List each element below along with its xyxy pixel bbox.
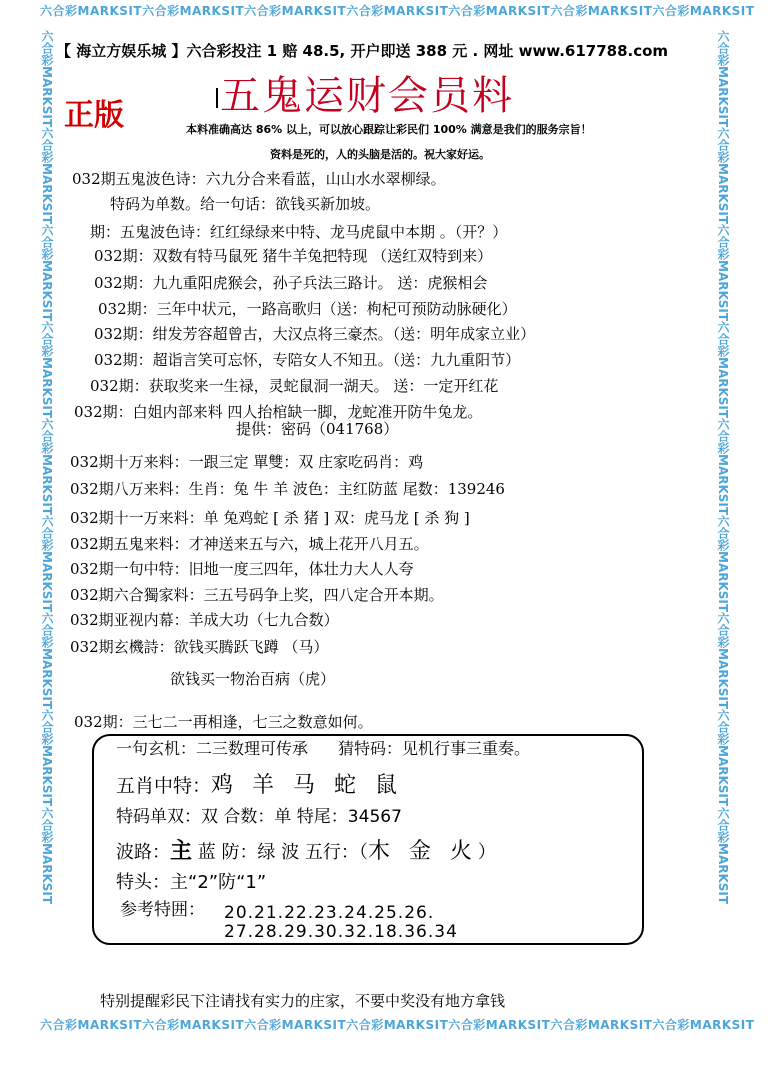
list-item: 032期十一万来料：单 兔鸡蛇 [ 杀 猪 ] 双：虎马龙 [ 杀 狗 ] [70, 509, 470, 527]
watermark-right: 六合彩MARKSIT六合彩MARKSIT六合彩MARKSIT六合彩MARKSIT六合彩MARKSIT六合彩MARKSIT六合彩MARKSIT六合彩MARKSIT六合彩MARKSIT [716, 30, 730, 904]
title-divider [216, 88, 218, 108]
wave-row [116, 834, 496, 865]
list-item: 032期玄機詩：欲钱买腾跃飞蹲 （马） [70, 638, 329, 656]
list-item: 032期六合獨家料：三五号码争上奖，四八定合开本期。 [70, 586, 444, 604]
subtitle-wish: 资料是死的，人的头脑是活的。祝大家好运。 [270, 148, 490, 161]
watermark-top: 六合彩MARKSIT六合彩MARKSIT六合彩MARKSIT六合彩MARKSIT六合彩MARKSIT六合彩MARKSIT六合彩MARKSIT [40, 4, 755, 18]
five-elements-close: ） [477, 842, 496, 863]
riddle-line: 一句玄机：二三数理可传承 [116, 739, 309, 758]
wave-rest: 蓝 防：绿 波 五行：（ [197, 842, 368, 863]
list-item: 032期：白姐内部来料 四人抬棺缺一脚，龙蛇准开防牛兔龙。 [74, 403, 483, 421]
list-item: 提供：密码（041768） [236, 420, 399, 438]
list-item: 032期八万来料：生肖：兔 牛 羊 波色：主红防蓝 尾数：139246 [70, 480, 505, 498]
list-item: 032期十万来料：一跟三定 單雙：双 庄家吃码肖：鸡 [70, 453, 424, 471]
watermark-bottom: 六合彩MARKSIT六合彩MARKSIT六合彩MARKSIT六合彩MARKSIT六合彩MARKSIT六合彩MARKSIT六合彩MARKSIT [40, 1018, 755, 1032]
list-item: 032期：三七二一再相逢，七三之数意如何。 [74, 713, 373, 731]
header-banner: 【 海立方娱乐城 】六合彩投注 1 赔 48.5, 开户即送 388 元 . 网址 www.617788.com [56, 42, 669, 60]
list-item: 032期亚视内幕：羊成大功（七九合数） [70, 611, 339, 629]
authentic-badge: 正版 [64, 98, 124, 133]
list-item: 032期：绀发芳容超曾古，大汉点将三豪杰。（送：明年成家立业） [94, 325, 536, 343]
footer-warning: 特别提醒彩民下注请找有实力的庄家，不要中奖没有地方拿钱 [100, 992, 506, 1010]
list-item: 032期五鬼波色诗：六九分合来看蓝，山山水水翠柳绿。 [72, 170, 446, 188]
list-item: 032期：三年中状元，一路高歌归（送：枸杞可预防动脉硬化） [98, 300, 517, 318]
list-item: 欲钱买一物治百病（虎） [170, 670, 336, 688]
list-item: 特码为单数。给一句话：欲钱买新加坡。 [110, 195, 381, 213]
list-item: 期：五鬼波色诗：红红绿绿来中特、龙马虎鼠中本期 。（开？） [90, 223, 508, 241]
reference-label: 参考特囲： [120, 900, 205, 920]
five-zodiac-label: 五肖中特： [116, 775, 212, 797]
page-title: 五鬼运财会员料 [220, 73, 514, 119]
single-double-row: 特码单双：双 合数：单 特尾：34567 [116, 807, 402, 827]
wave-label: 波路： [116, 842, 170, 863]
head-row: 特头：主“2”防“1” [116, 872, 267, 893]
list-item: 032期：获取奖来一生禄，灵蛇鼠洞一湖天。 送：一定开红花 [90, 377, 499, 395]
list-item: 032期五鬼来料：才神送来五与六，城上花开八月五。 [70, 535, 429, 553]
guess-line: 猜特码：见机行事三重奏。 [338, 739, 531, 758]
list-item: 032期：超诣言笑可忘怀，专陪女人不知丑。（送：九九重阳节） [94, 351, 521, 369]
list-item: 032期：双数有特马鼠死 猪牛羊兔把特现 （送红双特到来） [94, 247, 493, 265]
watermark-left: 六合彩MARKSIT六合彩MARKSIT六合彩MARKSIT六合彩MARKSIT六合彩MARKSIT六合彩MARKSIT六合彩MARKSIT六合彩MARKSIT六合彩MARKSIT [40, 30, 54, 904]
list-item: 032期：九九重阳虎猴会，孙子兵法三路计。 送：虎猴相会 [94, 274, 488, 292]
list-item: 032期一句中特：旧地一度三四年，体壮力大人人夸 [70, 560, 414, 578]
subtitle-accuracy: 本料准确高达 86% 以上，可以放心跟踪让彩民们 100% 满意是我们的服务宗旨！ [186, 123, 592, 136]
reference-row-2: 27.28.29.30.32.18.36.34 [224, 922, 458, 942]
five-zodiac-row [116, 768, 403, 799]
five-zodiac-value: 鸡 羊 马 蛇 鼠 [211, 773, 403, 798]
wave-main: 主 [170, 839, 193, 864]
reference-row-1: 20.21.22.23.24.25.26. [224, 903, 435, 923]
five-elements: 木 金 火 [367, 839, 478, 864]
